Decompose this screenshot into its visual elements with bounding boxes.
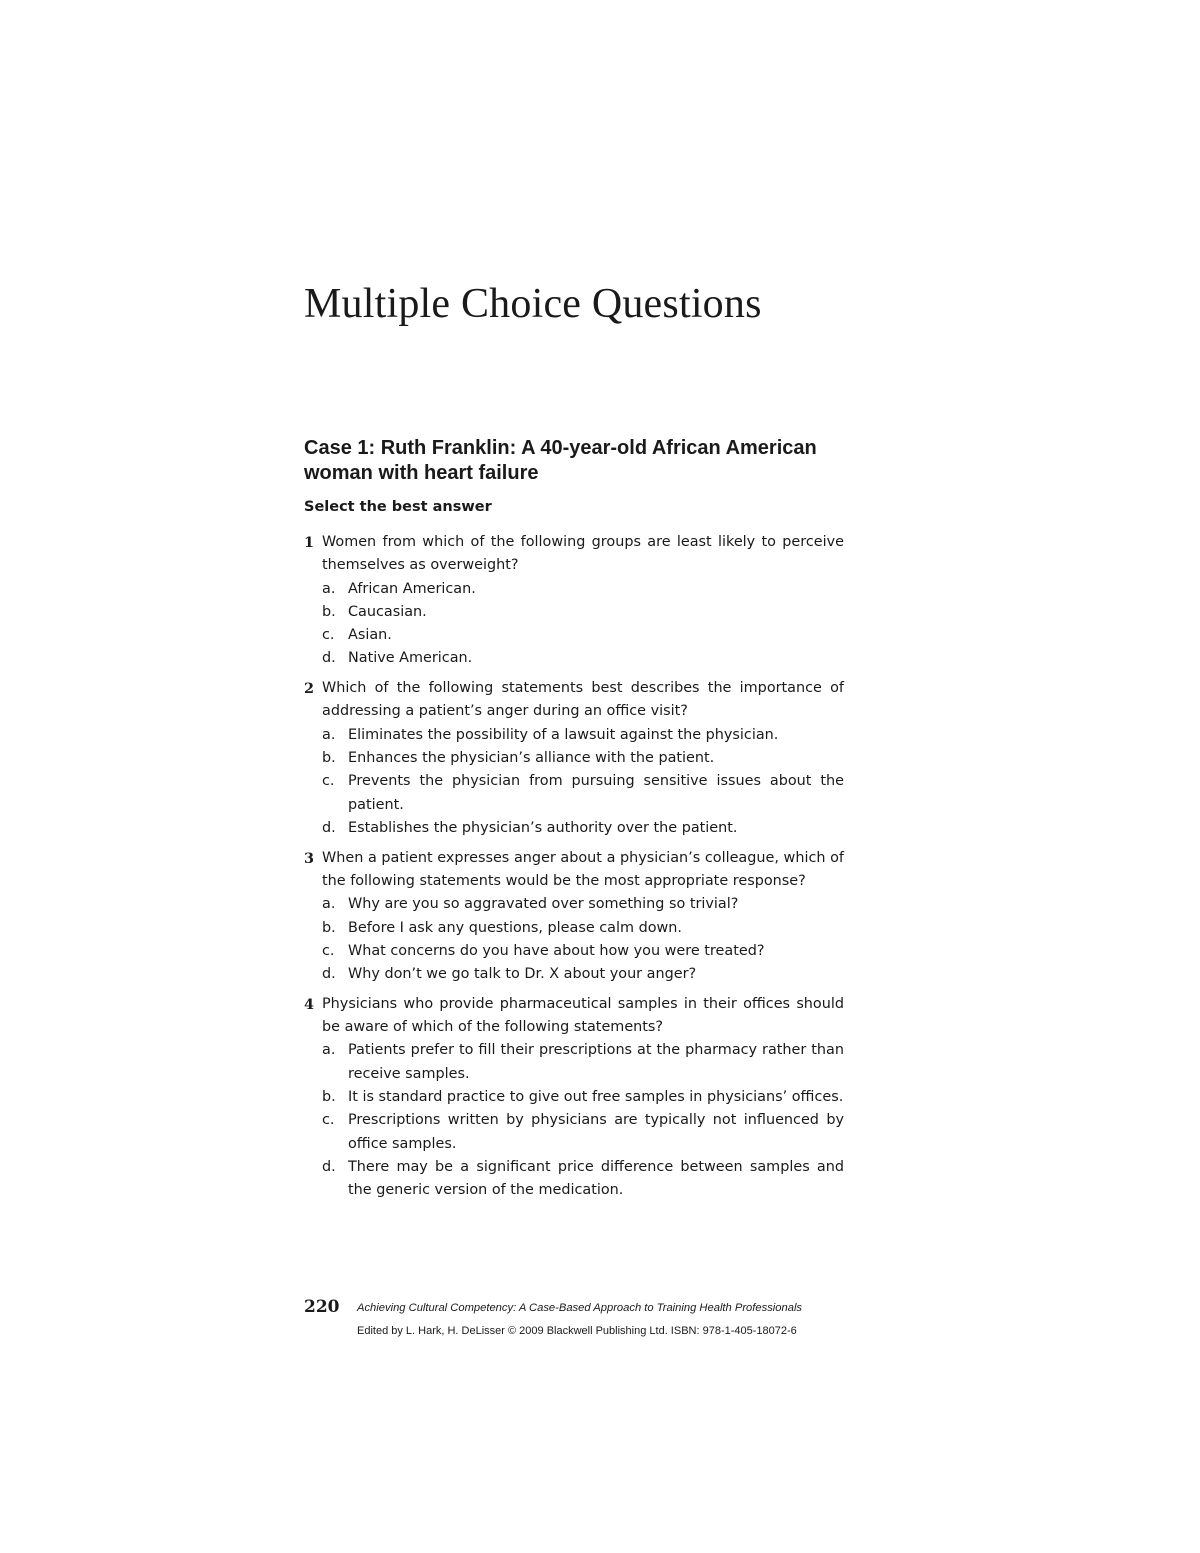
option-text: Enhances the physician’s alliance with the patient. <box>348 750 715 767</box>
answer-option <box>322 624 844 647</box>
option-text: Establishes the physician’s authority over the patient. <box>348 819 738 836</box>
question-number: 2 <box>304 680 315 698</box>
question-text: Which of the following statements best describes the importance of addressing a patient’s anger during an office visit? <box>322 680 844 720</box>
option-letter: b. <box>322 919 336 936</box>
question-list <box>304 531 844 1209</box>
option-text: There may be a significant price difference between samples and the generic version of the medication. <box>348 1158 844 1199</box>
question-3 <box>304 847 844 987</box>
answer-option <box>322 724 844 747</box>
option-text: Caucasian. <box>348 603 427 620</box>
option-text: Prevents the physician from pursuing sensitive issues about the patient. <box>348 773 844 813</box>
option-text: Patients prefer to fill their prescriptions at the pharmacy rather than receive samples. <box>348 1042 844 1082</box>
option-letter: c. <box>322 942 335 959</box>
answer-options <box>322 1039 844 1202</box>
option-letter: d. <box>322 819 336 836</box>
answer-option <box>322 578 844 601</box>
option-text: What concerns do you have about how you were treated? <box>348 942 765 959</box>
answer-option <box>322 1109 844 1156</box>
option-text: Why are you so aggravated over something so trivial? <box>348 896 739 913</box>
option-letter: a. <box>322 726 336 743</box>
answer-option <box>322 601 844 624</box>
page-number: 220 <box>304 1297 340 1317</box>
option-letter: d. <box>322 650 336 667</box>
question-1 <box>304 531 844 671</box>
answer-option <box>322 1156 844 1203</box>
answer-option <box>322 963 844 986</box>
question-4 <box>304 993 844 1203</box>
answer-option <box>322 893 844 916</box>
option-letter: a. <box>322 896 336 913</box>
option-text: Asian. <box>348 627 392 644</box>
option-text: Prescriptions written by physicians are typically not influenced by office samples. <box>348 1112 844 1152</box>
answer-option <box>322 1086 844 1109</box>
question-text: Physicians who provide pharmaceutical samples in their offices should be aware of which of the following statements? <box>322 995 844 1036</box>
option-text: Why don’t we go talk to Dr. X about your anger? <box>348 966 697 983</box>
option-letter: d. <box>322 1158 336 1175</box>
answer-option <box>322 747 844 770</box>
answer-option <box>322 940 844 963</box>
copyright-credit: Edited by L. Hark, H. DeLisser © 2009 Blackwell Publishing Ltd. ISBN: 978-1-405-18072-6 <box>357 1325 797 1337</box>
question-number: 3 <box>304 849 315 867</box>
book-title: Achieving Cultural Competency: A Case-Based Approach to Training Health Professionals <box>357 1302 803 1314</box>
question-number: 4 <box>304 995 315 1013</box>
answer-option <box>322 647 844 670</box>
question-text: When a patient expresses anger about a physician’s colleague, which of the following statements would be the most appropriate response? <box>322 849 844 889</box>
page-title: Multiple Choice Questions <box>304 281 762 327</box>
answer-option <box>322 917 844 940</box>
answer-options <box>322 578 844 671</box>
option-text: Native American. <box>348 650 473 667</box>
instruction: Select the best answer <box>304 499 492 515</box>
answer-options <box>322 893 844 986</box>
option-letter: c. <box>322 1112 335 1129</box>
answer-option <box>322 770 844 817</box>
option-text: African American. <box>348 580 476 597</box>
case-heading: Case 1: Ruth Franklin: A 40-year-old African American woman with heart failure <box>304 437 817 484</box>
option-letter: b. <box>322 603 336 620</box>
option-text: Before I ask any questions, please calm down. <box>348 919 682 936</box>
answer-options <box>322 724 844 840</box>
question-2 <box>304 677 844 840</box>
option-letter: a. <box>322 580 336 597</box>
option-letter: c. <box>322 773 335 790</box>
option-text: It is standard practice to give out free samples in physicians’ offices. <box>348 1089 844 1105</box>
option-letter: a. <box>322 1042 336 1059</box>
answer-option <box>322 817 844 840</box>
option-text: Eliminates the possibility of a lawsuit against the physician. <box>348 726 779 743</box>
question-number: 1 <box>304 534 315 551</box>
option-letter: b. <box>322 1089 336 1105</box>
option-letter: d. <box>322 966 336 983</box>
option-letter: c. <box>322 627 335 644</box>
answer-option <box>322 1039 844 1086</box>
option-letter: b. <box>322 750 336 767</box>
question-text: Women from which of the following groups are least likely to perceive themselves as overweight? <box>322 534 844 574</box>
